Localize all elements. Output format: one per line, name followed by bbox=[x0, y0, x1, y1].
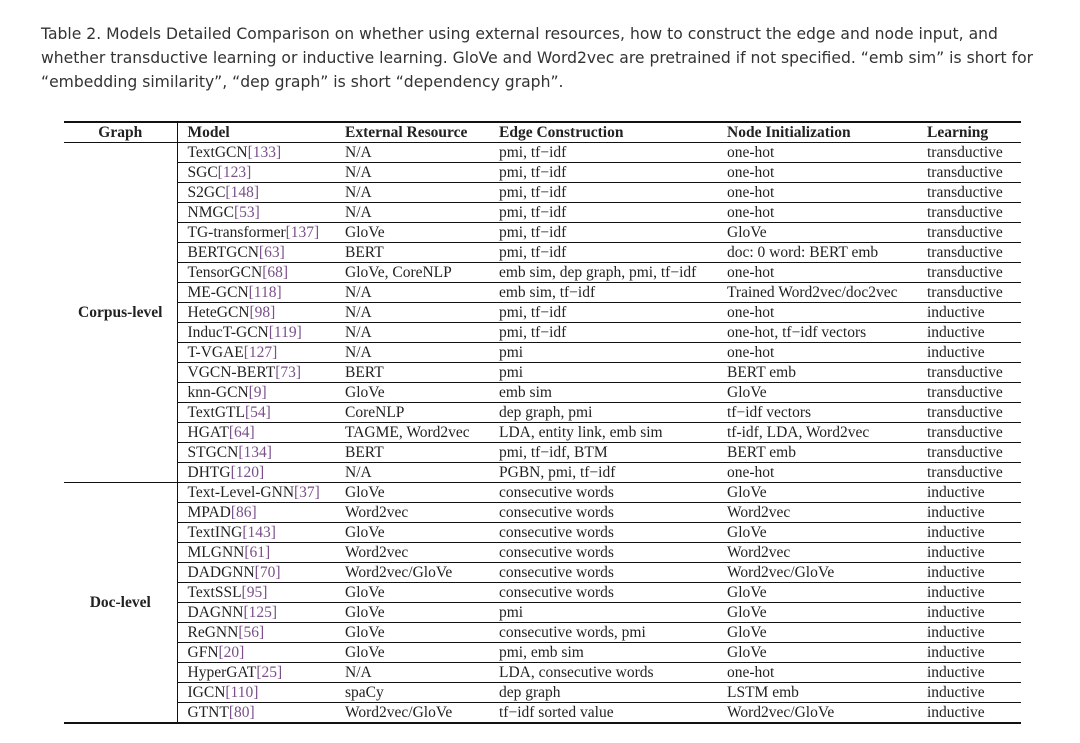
table-row bbox=[64, 483, 1021, 503]
model-name: TensorGCN bbox=[187, 264, 263, 281]
citation-link[interactable]: [127] bbox=[243, 344, 278, 361]
edge-construction-cell: pmi, tf−idf bbox=[489, 163, 717, 183]
node-initialization-cell: GloVe bbox=[717, 643, 917, 663]
node-initialization-cell: one-hot bbox=[717, 343, 917, 363]
model-cell bbox=[177, 343, 335, 363]
model-cell bbox=[177, 563, 335, 583]
node-initialization-cell: one-hot bbox=[717, 143, 917, 163]
node-initialization-cell: BERT emb bbox=[717, 443, 917, 463]
learning-cell: transductive bbox=[917, 143, 1021, 163]
edge-construction-cell: pmi, tf−idf bbox=[489, 303, 717, 323]
node-initialization-cell: GloVe bbox=[717, 623, 917, 643]
table-header-row bbox=[64, 122, 1021, 143]
table-row bbox=[64, 203, 1021, 223]
table-row bbox=[64, 323, 1021, 343]
table-row bbox=[64, 383, 1021, 403]
model-name: Text-Level-GNN bbox=[187, 484, 295, 501]
model-name: STGCN bbox=[187, 444, 239, 461]
edge-construction-cell: consecutive words bbox=[489, 543, 717, 563]
external-resource-cell: GloVe bbox=[335, 223, 489, 243]
table-row bbox=[64, 183, 1021, 203]
edge-construction-cell: pmi, tf−idf bbox=[489, 223, 717, 243]
citation-link[interactable]: [143] bbox=[242, 524, 276, 541]
node-initialization-cell: one-hot bbox=[717, 163, 917, 183]
table-row bbox=[64, 603, 1021, 623]
edge-construction-cell: emb sim, tf−idf bbox=[489, 283, 717, 303]
external-resource-cell: GloVe bbox=[335, 603, 489, 623]
external-resource-cell: TAGME, Word2vec bbox=[335, 423, 489, 443]
model-name: ME-GCN bbox=[187, 284, 249, 301]
external-resource-cell: CoreNLP bbox=[335, 403, 489, 423]
edge-construction-cell: pmi, tf−idf, BTM bbox=[489, 443, 717, 463]
edge-construction-cell: emb sim bbox=[489, 383, 717, 403]
table-caption: Table 2. Models Detailed Comparison on whether using external resources, how to construct the edge and node input, and whether transductive learning or inductive learning. GloVe and Word2vec are pretrained if not specified. “emb sim” is short for “embedding similarity”, “dep graph” is short “dependency graph”. bbox=[41, 25, 1034, 91]
table-row bbox=[64, 243, 1021, 263]
citation-link[interactable]: [125] bbox=[243, 604, 278, 621]
edge-construction-cell: consecutive words bbox=[489, 523, 717, 543]
model-cell bbox=[177, 623, 335, 643]
citation-link[interactable]: [64] bbox=[228, 424, 255, 441]
table-row bbox=[64, 403, 1021, 423]
node-initialization-cell: one-hot bbox=[717, 463, 917, 483]
learning-cell: transductive bbox=[917, 283, 1021, 303]
model-cell bbox=[177, 183, 335, 203]
model-name: TextING bbox=[187, 524, 243, 541]
node-initialization-cell: tf−idf vectors bbox=[717, 403, 917, 423]
model-cell bbox=[177, 363, 335, 383]
table-row bbox=[64, 583, 1021, 603]
node-initialization-cell: tf-idf, LDA, Word2vec bbox=[717, 423, 917, 443]
model-name: DAGNN bbox=[187, 604, 244, 621]
model-cell bbox=[177, 423, 335, 443]
model-name: TextSSL bbox=[187, 584, 242, 601]
edge-construction-cell: PGBN, pmi, tf−idf bbox=[489, 463, 717, 483]
model-cell bbox=[177, 483, 335, 503]
column-header-node-initialization: Node Initialization bbox=[717, 122, 917, 143]
citation-link[interactable]: [53] bbox=[234, 204, 260, 221]
external-resource-cell: N/A bbox=[335, 283, 489, 303]
table-row bbox=[64, 463, 1021, 483]
model-name: DHTG bbox=[187, 464, 231, 481]
edge-construction-cell: dep graph, pmi bbox=[489, 403, 717, 423]
column-header-external-resource: External Resource bbox=[335, 122, 489, 143]
model-name: MLGNN bbox=[187, 544, 245, 561]
external-resource-cell: N/A bbox=[335, 663, 489, 683]
citation-link[interactable]: [61] bbox=[244, 544, 271, 561]
external-resource-cell: GloVe bbox=[335, 383, 489, 403]
learning-cell: transductive bbox=[917, 223, 1021, 243]
table-row bbox=[64, 623, 1021, 643]
external-resource-cell: GloVe, CoreNLP bbox=[335, 263, 489, 283]
edge-construction-cell: consecutive words bbox=[489, 483, 717, 503]
model-name: VGCN-BERT bbox=[187, 364, 276, 381]
learning-cell: transductive bbox=[917, 163, 1021, 183]
node-initialization-cell: Word2vec bbox=[717, 543, 917, 563]
learning-cell: inductive bbox=[917, 603, 1021, 623]
citation-link[interactable]: [25] bbox=[256, 664, 283, 681]
table-row bbox=[64, 423, 1021, 443]
model-name: GTNT bbox=[187, 704, 229, 721]
learning-cell: inductive bbox=[917, 343, 1021, 363]
external-resource-cell: spaCy bbox=[335, 683, 489, 703]
learning-cell: inductive bbox=[917, 703, 1021, 724]
model-name: DADGNN bbox=[187, 564, 255, 581]
learning-cell: inductive bbox=[917, 323, 1021, 343]
edge-construction-cell: dep graph bbox=[489, 683, 717, 703]
citation-link[interactable]: [9] bbox=[248, 384, 267, 401]
model-cell bbox=[177, 603, 335, 623]
model-cell bbox=[177, 223, 335, 243]
node-initialization-cell: GloVe bbox=[717, 603, 917, 623]
edge-construction-cell: consecutive words bbox=[489, 503, 717, 523]
table-row bbox=[64, 663, 1021, 683]
model-cell bbox=[177, 543, 335, 563]
citation-link[interactable]: [70] bbox=[254, 564, 281, 581]
citation-link[interactable]: [86] bbox=[230, 504, 257, 521]
node-initialization-cell: one-hot bbox=[717, 203, 917, 223]
model-cell bbox=[177, 523, 335, 543]
model-name: HeteGCN bbox=[187, 304, 250, 321]
learning-cell: inductive bbox=[917, 663, 1021, 683]
node-initialization-cell: GloVe bbox=[717, 383, 917, 403]
model-cell bbox=[177, 143, 335, 163]
citation-link[interactable]: [80] bbox=[228, 704, 255, 721]
learning-cell: transductive bbox=[917, 443, 1021, 463]
learning-cell: transductive bbox=[917, 423, 1021, 443]
citation-link[interactable]: [148] bbox=[225, 184, 259, 201]
table-row bbox=[64, 263, 1021, 283]
edge-construction-cell: pmi, tf−idf bbox=[489, 183, 717, 203]
model-cell bbox=[177, 703, 335, 724]
model-name: MPAD bbox=[187, 504, 231, 521]
model-cell bbox=[177, 383, 335, 403]
citation-link[interactable]: [68] bbox=[262, 264, 289, 281]
node-initialization-cell: GloVe bbox=[717, 223, 917, 243]
edge-construction-cell: LDA, consecutive words bbox=[489, 663, 717, 683]
table-row bbox=[64, 563, 1021, 583]
model-name: T-VGAE bbox=[187, 344, 244, 361]
model-name: SGC bbox=[187, 164, 218, 181]
model-cell bbox=[177, 403, 335, 423]
citation-link[interactable]: [123] bbox=[217, 164, 252, 181]
edge-construction-cell: LDA, entity link, emb sim bbox=[489, 423, 717, 443]
model-cell bbox=[177, 503, 335, 523]
model-cell bbox=[177, 203, 335, 223]
column-header-graph: Graph bbox=[64, 122, 177, 143]
external-resource-cell: N/A bbox=[335, 163, 489, 183]
node-initialization-cell: GloVe bbox=[717, 523, 917, 543]
edge-construction-cell: pmi bbox=[489, 603, 717, 623]
model-cell bbox=[177, 323, 335, 343]
table-row bbox=[64, 363, 1021, 383]
table-row bbox=[64, 443, 1021, 463]
learning-cell: inductive bbox=[917, 303, 1021, 323]
node-initialization-cell: one-hot, tf−idf vectors bbox=[717, 323, 917, 343]
model-cell bbox=[177, 243, 335, 263]
edge-construction-cell: emb sim, dep graph, pmi, tf−idf bbox=[489, 263, 717, 283]
external-resource-cell: N/A bbox=[335, 343, 489, 363]
external-resource-cell: Word2vec bbox=[335, 543, 489, 563]
table-row bbox=[64, 143, 1021, 163]
table-row bbox=[64, 523, 1021, 543]
learning-cell: transductive bbox=[917, 183, 1021, 203]
citation-link[interactable]: [95] bbox=[241, 584, 268, 601]
table-row bbox=[64, 643, 1021, 663]
edge-construction-cell: tf−idf sorted value bbox=[489, 703, 717, 724]
model-cell bbox=[177, 663, 335, 683]
learning-cell: transductive bbox=[917, 403, 1021, 423]
model-name: HyperGAT bbox=[187, 664, 257, 681]
citation-link[interactable]: [20] bbox=[218, 644, 245, 661]
node-initialization-cell: doc: 0 word: BERT emb bbox=[717, 243, 917, 263]
table-row bbox=[64, 223, 1021, 243]
citation-link[interactable]: [133] bbox=[247, 144, 282, 161]
external-resource-cell: N/A bbox=[335, 463, 489, 483]
table-body bbox=[64, 143, 1021, 724]
column-header-edge-construction: Edge Construction bbox=[489, 122, 717, 143]
edge-construction-cell: pmi, tf−idf bbox=[489, 143, 717, 163]
citation-link[interactable]: [119] bbox=[268, 324, 302, 341]
node-initialization-cell: Word2vec/GloVe bbox=[717, 563, 917, 583]
node-initialization-cell: BERT emb bbox=[717, 363, 917, 383]
model-cell bbox=[177, 583, 335, 603]
learning-cell: transductive bbox=[917, 363, 1021, 383]
learning-cell: transductive bbox=[917, 243, 1021, 263]
column-header-model: Model bbox=[177, 122, 335, 143]
column-header-learning: Learning bbox=[917, 122, 1021, 143]
model-name: S2GC bbox=[187, 184, 226, 201]
model-name: InducT-GCN bbox=[187, 324, 269, 341]
node-initialization-cell: LSTM emb bbox=[717, 683, 917, 703]
model-name: GFN bbox=[187, 644, 219, 661]
learning-cell: inductive bbox=[917, 503, 1021, 523]
node-initialization-cell: Trained Word2vec/doc2vec bbox=[717, 283, 917, 303]
graph-group-label: Corpus-level bbox=[64, 143, 177, 483]
table-row bbox=[64, 283, 1021, 303]
citation-link[interactable]: [63] bbox=[258, 244, 285, 261]
node-initialization-cell: GloVe bbox=[717, 483, 917, 503]
model-cell bbox=[177, 283, 335, 303]
citation-link[interactable]: [54] bbox=[244, 404, 271, 421]
external-resource-cell: N/A bbox=[335, 143, 489, 163]
node-initialization-cell: one-hot bbox=[717, 263, 917, 283]
external-resource-cell: GloVe bbox=[335, 623, 489, 643]
table-row bbox=[64, 303, 1021, 323]
external-resource-cell: N/A bbox=[335, 303, 489, 323]
node-initialization-cell: one-hot bbox=[717, 183, 917, 203]
citation-link[interactable]: [56] bbox=[238, 624, 265, 641]
external-resource-cell: BERT bbox=[335, 443, 489, 463]
citation-link[interactable]: [118] bbox=[248, 284, 282, 301]
learning-cell: transductive bbox=[917, 203, 1021, 223]
model-name: NMGC bbox=[187, 204, 235, 221]
learning-cell: transductive bbox=[917, 383, 1021, 403]
learning-cell: inductive bbox=[917, 683, 1021, 703]
models-comparison-table bbox=[64, 121, 1021, 724]
external-resource-cell: N/A bbox=[335, 203, 489, 223]
edge-construction-cell: pmi bbox=[489, 343, 717, 363]
table-row bbox=[64, 343, 1021, 363]
table-row bbox=[64, 683, 1021, 703]
learning-cell: inductive bbox=[917, 643, 1021, 663]
model-name: BERTGCN bbox=[187, 244, 259, 261]
citation-link[interactable]: [134] bbox=[238, 444, 272, 461]
learning-cell: inductive bbox=[917, 583, 1021, 603]
edge-construction-cell: pmi, tf−idf bbox=[489, 203, 717, 223]
external-resource-cell: Word2vec bbox=[335, 503, 489, 523]
model-cell bbox=[177, 683, 335, 703]
external-resource-cell: GloVe bbox=[335, 583, 489, 603]
model-name: TextGCN bbox=[187, 144, 248, 161]
citation-link[interactable]: [73] bbox=[275, 364, 302, 381]
external-resource-cell: Word2vec/GloVe bbox=[335, 563, 489, 583]
external-resource-cell: GloVe bbox=[335, 523, 489, 543]
edge-construction-cell: consecutive words bbox=[489, 563, 717, 583]
model-name: TG-transformer bbox=[187, 224, 286, 241]
external-resource-cell: N/A bbox=[335, 183, 489, 203]
table-row bbox=[64, 543, 1021, 563]
edge-construction-cell: pmi, emb sim bbox=[489, 643, 717, 663]
edge-construction-cell: consecutive words bbox=[489, 583, 717, 603]
edge-construction-cell: pmi, tf−idf bbox=[489, 323, 717, 343]
model-name: ReGNN bbox=[187, 624, 239, 641]
table-row bbox=[64, 503, 1021, 523]
model-name: IGCN bbox=[187, 684, 226, 701]
citation-link[interactable]: [120] bbox=[230, 464, 265, 481]
learning-cell: inductive bbox=[917, 483, 1021, 503]
node-initialization-cell: Word2vec/GloVe bbox=[717, 703, 917, 724]
node-initialization-cell: GloVe bbox=[717, 583, 917, 603]
learning-cell: transductive bbox=[917, 463, 1021, 483]
external-resource-cell: BERT bbox=[335, 363, 489, 383]
model-cell bbox=[177, 443, 335, 463]
model-name: knn-GCN bbox=[187, 384, 249, 401]
external-resource-cell: GloVe bbox=[335, 483, 489, 503]
node-initialization-cell: Word2vec bbox=[717, 503, 917, 523]
model-cell bbox=[177, 303, 335, 323]
citation-link[interactable]: [110] bbox=[225, 684, 259, 701]
edge-construction-cell: pmi, tf−idf bbox=[489, 243, 717, 263]
citation-link[interactable]: [98] bbox=[249, 304, 276, 321]
citation-link[interactable]: [137] bbox=[285, 224, 320, 241]
learning-cell: transductive bbox=[917, 263, 1021, 283]
learning-cell: inductive bbox=[917, 623, 1021, 643]
learning-cell: inductive bbox=[917, 523, 1021, 543]
graph-group-label: Doc-level bbox=[64, 483, 177, 724]
model-cell bbox=[177, 463, 335, 483]
table-row bbox=[64, 163, 1021, 183]
node-initialization-cell: one-hot bbox=[717, 663, 917, 683]
learning-cell: inductive bbox=[917, 563, 1021, 583]
citation-link[interactable]: [37] bbox=[294, 484, 320, 501]
model-cell bbox=[177, 163, 335, 183]
model-cell bbox=[177, 643, 335, 663]
model-cell bbox=[177, 263, 335, 283]
external-resource-cell: N/A bbox=[335, 323, 489, 343]
node-initialization-cell: one-hot bbox=[717, 303, 917, 323]
edge-construction-cell: pmi bbox=[489, 363, 717, 383]
external-resource-cell: Word2vec/GloVe bbox=[335, 703, 489, 724]
learning-cell: inductive bbox=[917, 543, 1021, 563]
external-resource-cell: GloVe bbox=[335, 643, 489, 663]
edge-construction-cell: consecutive words, pmi bbox=[489, 623, 717, 643]
external-resource-cell: BERT bbox=[335, 243, 489, 263]
table-row bbox=[64, 703, 1021, 724]
model-name: HGAT bbox=[187, 424, 229, 441]
model-name: TextGTL bbox=[187, 404, 245, 421]
